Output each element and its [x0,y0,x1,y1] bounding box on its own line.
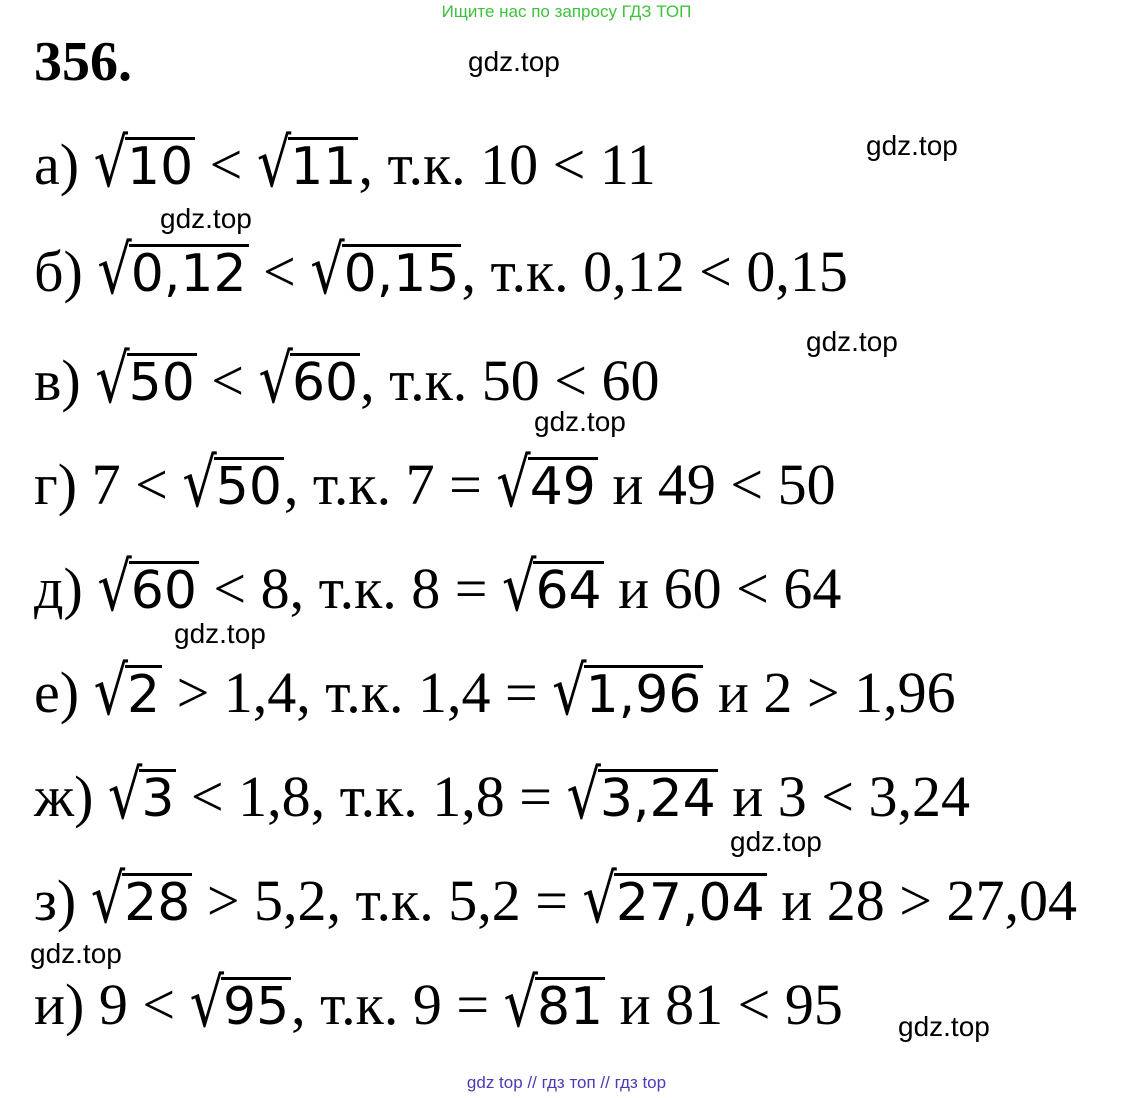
solution-line-z [34,859,1077,938]
sqrt-expression: √50 [182,443,282,522]
radicand: 0,15 [343,244,460,304]
sqrt-expression: √1,96 [552,651,702,730]
line-label: д) [34,556,83,621]
radicand: 50 [215,457,282,517]
sqrt-expression: √60 [258,339,359,418]
radicand: 3,24 [599,769,716,829]
sqrt-expression: √3,24 [566,755,716,834]
line-tail: и 3 < 3,24 [732,764,970,829]
line-tail: и 2 > 1,96 [717,660,956,725]
line-middle: < 8, т.к. 8 = [213,556,488,621]
problem-number: 356. [34,31,132,93]
line-label: з) [34,868,77,933]
radicand: 11 [290,137,357,197]
line-label: и) [34,972,85,1037]
sqrt-expression: √64 [502,547,602,626]
solution-line-a [34,123,656,202]
line-middle: < 1,8, т.к. 1,8 = [190,764,552,829]
operator: < [263,239,296,304]
watermark: gdz.top [730,826,822,857]
solution-line-i [34,963,843,1042]
sqrt-expression: √10 [93,123,194,202]
line-label: б) [34,239,83,304]
sqrt-expression: √2 [93,651,161,730]
line-prefix: 9 < [98,972,176,1037]
watermark: gdz.top [30,938,122,969]
line-middle: > 1,4, т.к. 1,4 = [176,660,538,725]
operator: < [211,348,245,413]
line-middle: > 5,2, т.к. 5,2 = [206,868,568,933]
line-tail: и 28 > 27,04 [781,868,1077,933]
solution-line-g [34,443,836,522]
line-tail: и 81 < 95 [619,972,843,1037]
line-label: а) [34,132,80,197]
line-tail: и 49 < 50 [612,452,836,517]
watermark: gdz.top [866,130,958,161]
line-prefix: 7 < [91,452,168,517]
line-tail: , т.к. 10 < 11 [358,132,656,197]
watermark: gdz.top [160,203,252,234]
radicand: 3 [141,769,175,829]
watermark: gdz.top [468,46,560,77]
solution-line-v [34,339,660,418]
sqrt-expression: √0,15 [310,230,460,309]
line-tail: и 60 < 64 [618,556,842,621]
solution-line-d [34,547,842,626]
watermark: gdz.top [174,618,266,649]
line-middle: , т.к. 9 = [291,972,490,1037]
sqrt-expression: √28 [90,859,191,938]
sqrt-expression: √0,12 [97,230,247,309]
watermark: gdz.top [898,1011,990,1042]
search-banner: Ищите нас по запросу ГДЗ ТОП [441,2,692,21]
line-middle: , т.к. 7 = [283,452,482,517]
sqrt-expression: √60 [97,547,197,626]
footer-links: gdz top // гдз топ // гдз top [466,1073,667,1092]
radicand: 10 [126,137,194,197]
radicand: 49 [529,457,596,517]
line-tail: , т.к. 0,12 < 0,15 [461,239,848,304]
radicand: 1,96 [585,665,702,725]
radicand: 0,12 [130,244,247,304]
solution-line-zh [34,755,970,834]
solution-line-e [34,651,956,730]
line-label: е) [34,660,80,725]
line-label: ж) [34,764,94,829]
radicand: 95 [223,977,290,1037]
radicand: 64 [535,561,602,621]
watermark: gdz.top [806,326,898,357]
radicand: 28 [124,873,191,933]
sqrt-expression: √81 [503,963,604,1042]
line-tail: , т.к. 50 < 60 [360,348,660,413]
radicand: 60 [130,561,197,621]
radicand: 50 [128,353,195,413]
solution-line-b [34,230,848,309]
sqrt-expression: √95 [189,963,290,1042]
sqrt-expression: √50 [95,339,195,418]
line-label: в) [34,348,81,413]
radicand: 2 [126,665,161,725]
radicand: 27,04 [615,873,765,933]
line-label: г) [34,452,78,517]
sqrt-expression: √49 [496,443,596,522]
sqrt-expression: √11 [256,123,357,202]
radicand: 60 [291,353,359,413]
radicand: 81 [536,977,604,1037]
operator: < [209,132,243,197]
sqrt-expression: √27,04 [582,859,765,938]
sqrt-expression: √3 [107,755,175,834]
watermark: gdz.top [534,406,626,437]
